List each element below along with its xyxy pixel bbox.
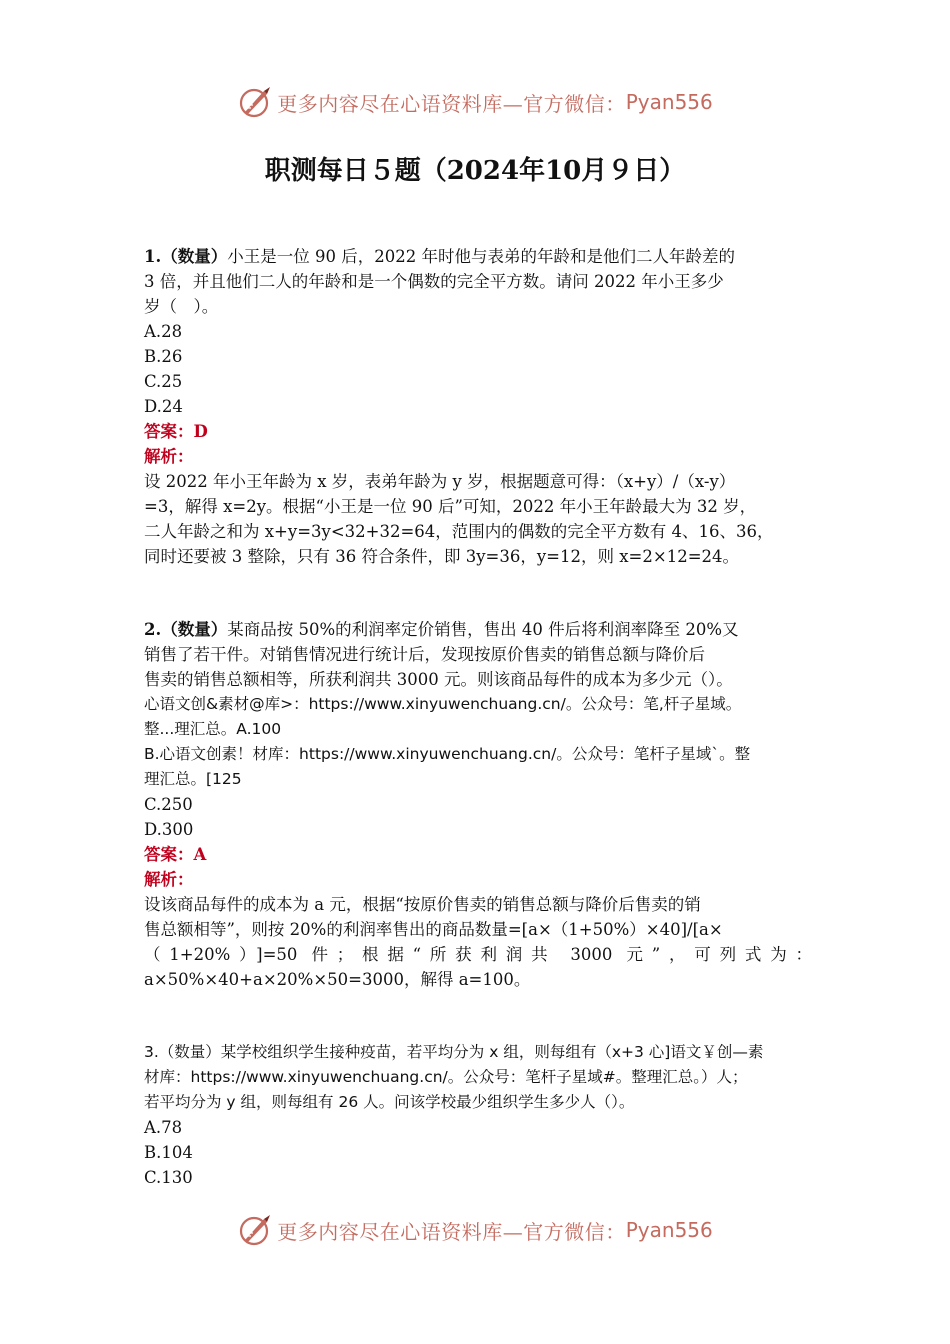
option-b: B.26 (144, 347, 183, 366)
option-c: C.25 (144, 372, 183, 391)
answer-label: 答案： (144, 422, 194, 441)
analysis-line: a×50%×40+a×20%×50=3000，解得 a=100。 (144, 970, 531, 989)
watermark-line: 心语文创&素材@库>：https://www.xinyuwenchuang.cn/。公众号：笔,杆子星域。 (144, 695, 742, 713)
quill-pen-logo-icon (237, 84, 273, 120)
question-3 (144, 1040, 812, 1190)
page-title: 职测每日５题（2024年10月９日） (264, 156, 686, 186)
banner-content (237, 1212, 713, 1248)
question-1-stem-line: 3 倍，并且他们二人的年龄和是一个偶数的完全平方数。请问 2022 年小王多少 (144, 272, 724, 291)
option-c: C.250 (144, 795, 193, 814)
option-b: B.104 (144, 1143, 193, 1162)
question-1-stem-line: 岁（ ）。 (144, 297, 219, 316)
answer-label: 答案： (144, 845, 194, 864)
question-tag: （数量） (161, 247, 228, 266)
option-d: D.24 (144, 397, 183, 416)
question-2-stem-line: 2.（数量）某商品按 50%的利润率定价销售，售出 40 件后将利润率降至 20%又 (144, 620, 739, 639)
banner-content (237, 84, 713, 120)
header-banner (0, 82, 950, 122)
question-3-stem-line: 若平均分为 y 组，则每组有 26 人。问该学校最少组织学生多少人（）。 (144, 1093, 635, 1111)
question-number: 2. (144, 620, 162, 639)
answer-line (144, 419, 812, 444)
answer-line (144, 842, 812, 867)
analysis-line: （1+20%）]=50 件；根据“所获利润共 3000 元”，可列式为： (144, 945, 812, 964)
question-1-stem-line: 1.（数量）小王是一位 90 后，2022 年时他与表弟的年龄和是他们二人年龄差的 (144, 247, 735, 266)
question-2-stem-line: 售卖的销售总额相等，所获利润共 3000 元。则该商品每件的成本为多少元（）。 (144, 670, 733, 689)
watermark-line: B.心语文创素！材库：https://www.xinyuwenchuang.cn/。公众号：笔杆子星域`。整 (144, 745, 751, 763)
question-3-stem-line: 材库：https://www.xinyuwenchuang.cn/。公众号：笔杆子星域#。整理汇总。）人； (144, 1068, 748, 1086)
analysis-line: 设该商品每件的成本为 a 元，根据“按原价售卖的销售总额与降价后售卖的销 (144, 895, 701, 914)
banner-text: 更多内容尽在心语资料库—官方微信： (277, 1219, 626, 1244)
analysis-label: 解析： (144, 447, 194, 466)
banner-wechat-id: Pyan556 (625, 90, 713, 114)
quill-pen-logo-icon (237, 1212, 273, 1248)
option-c: C.130 (144, 1168, 193, 1187)
watermark-line: 理汇总。[125 (144, 770, 242, 788)
question-3-stem-line: 3.（数量）某学校组织学生接种疫苗，若平均分为 x 组，则每组有（x+3 心]语文￥创—素 (144, 1043, 764, 1061)
question-number: 1. (144, 247, 162, 266)
analysis-line: =3，解得 x=2y。根据“小王是一位 90 后”可知，2022 年小王年龄最大为 32 岁， (144, 497, 757, 516)
banner-text: 更多内容尽在心语资料库—官方微信： (277, 91, 626, 116)
question-1 (144, 244, 812, 569)
answer-value: D (193, 422, 208, 441)
question-2 (144, 617, 812, 992)
answer-value: A (193, 845, 207, 864)
option-a: A.78 (144, 1118, 183, 1137)
analysis-line: 设 2022 年小王年龄为 x 岁，表弟年龄为 y 岁，根据题意可得：（x+y）/（x-y） (144, 472, 736, 491)
footer-banner (0, 1210, 950, 1250)
banner-wechat-id: Pyan556 (625, 1218, 713, 1242)
question-2-stem-line: 销售了若干件。对销售情况进行统计后，发现按原价售卖的销售总额与降价后 (144, 645, 705, 664)
option-d: D.300 (144, 820, 194, 839)
analysis-line: 二人年龄之和为 x+y=3y<32+32=64，范围内的偶数的完全平方数有 4、16、36， (144, 522, 774, 541)
analysis-line: 售总额相等”，则按 20%的利润率售出的商品数量=[a×（1+50%）×40]/[a× (144, 920, 723, 939)
analysis-label: 解析： (144, 870, 194, 889)
option-a: A.28 (144, 322, 183, 341)
question-tag: （数量） (161, 620, 228, 639)
watermark-line: 整...理汇总。A.100 (144, 720, 282, 738)
analysis-line: 同时还要被 3 整除，只有 36 符合条件，即 3y=36，y=12，则 x=2×12=24。 (144, 547, 740, 566)
